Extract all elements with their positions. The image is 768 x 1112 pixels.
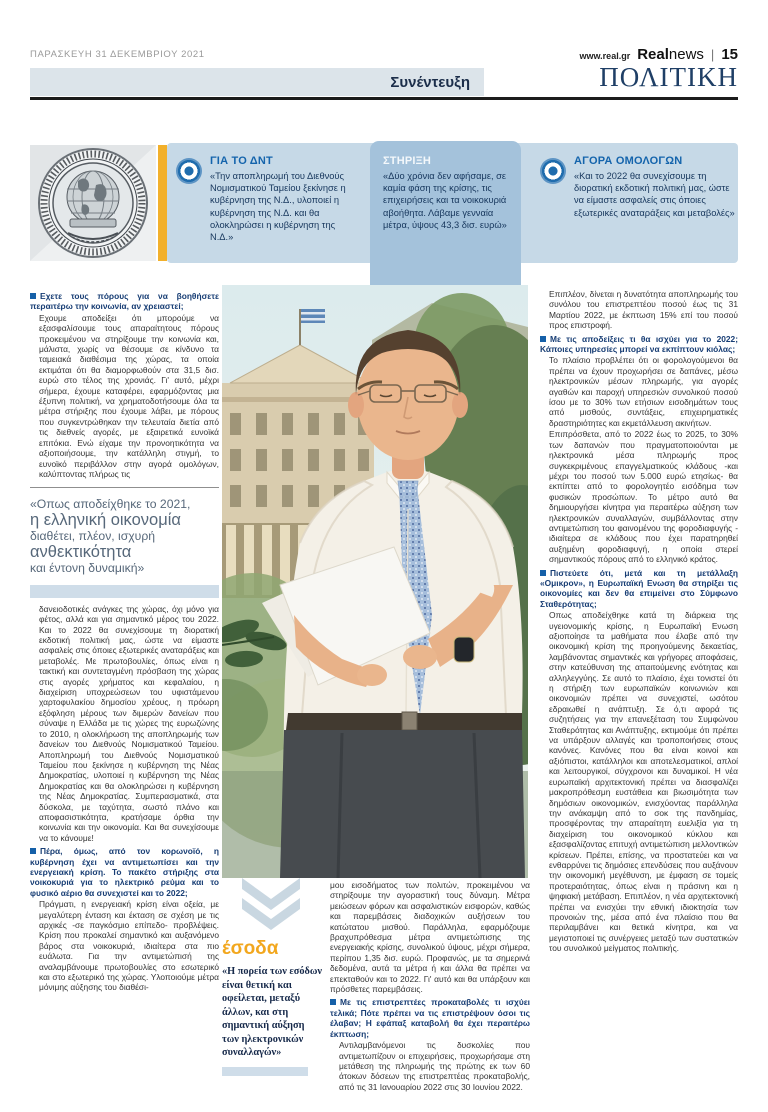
brand-logo bbox=[637, 46, 704, 63]
interview-question bbox=[540, 568, 738, 610]
interview-question bbox=[540, 334, 738, 355]
pull-quote bbox=[30, 487, 219, 598]
question-text: Με τις αποδείξεις τι θα ισχύει για το 2022; Κάποιες υπηρεσίες μπορεί να εκπίπτουν κιόλας; bbox=[540, 333, 738, 355]
interview-answer: Πράγματι, η ενεργειακή κρίση είναι οξεία, με μεγαλύτερη ένταση και έκταση σε σχέση με τις αρχικές -σε παγκόσμιο επίπεδο- προβλέψεις. Κρίση που προκαλεί σημαντικό και αυξανόμενο βάρος στα νοικοκυριά, ιδιαίτερα στα πιο ευάλωτα. Για την αντιμετώπισή της αναλαμβάνουμε πρωτοβουλίες στο εσωτερικό και στο εξωτερικό της χώρας. Υλοποιούμε μέτρα μόνιμης αύξησης του διαθέσι- bbox=[39, 899, 219, 993]
interview-answer: Οπως αποδείχθηκε κατά τη διάρκεια της υγειονομικής κρίσης, η Ευρωπαϊκή Ενωση αξιοποίησε τα μαθήματα που έλαβε από την οικονομική κρίση της προηγούμενης δεκαετίας, λαμβάνοντας σημαντικές και γρήγορες αποφάσεις, στην κατεύθυνση της απαιτούμενης ενότητας και αλληλεγγύης. Σε αυτό το πλαίσιο, έχει τονιστεί ότι η στήριξη των ευρωπαϊκών κοινωνιών και οικονομιών πρέπει να συνεχιστεί, ωσότου εδραιωθεί η ανάπτυξη. Σε ό,τι αφορά τις συζητήσεις για την επανεξέταση του Συμφώνου Σταθερότητας και Ανάπτυξης, εκτιμούμε ότι πρέπει να υπάρξουν αλλαγές και τροποποιήσεις στους κανόνες. Κανόνες που θα είναι κοινοί και αξιόπιστοι, κατάλληλοι και αποτελεσματικοί, απλοί και λειτουργικοί, σύγχρονοι και δυναμικοί. Η νέα ευρωπαϊκή αρχιτεκτονική πρέπει να διασφαλίζει μακροπρόθεσμη ευστάθεια και βιωσιμότητα των δημόσιων οικονομικών, ενισχύοντας παράλληλα την ανάκαμψη από το σοκ της πανδημίας, προσφέροντας την απαραίτητη ευελιξία για τη διαχείριση του οικονομικού κύκλου και εξασφαλίζοντας επιτυχή αντιμετώπιση μελλοντικών κρίσεων. Πρέπει, επίσης, να προστατεύει και να ενθαρρύνει τις δημόσιες επενδύσεις που αυξάνουν την οικονομική μεγέθυνση, με έμφαση σε τομείς προτεραιότητας, όπως είναι η πράσινη και η ψηφιακή μετάβαση. Επιπλέον, η νέα αρχιτεκτονική πρέπει να ενισχύει την εθνική ιδιοκτησία των προνοιών της, μέσα από ένα πλαίσιο που θα περιλαμβάνει και θετικά κίνητρα, και να μεγιστοποιεί τις συνέργειες μεταξύ των συστατικών του συνολικού μείγματος πολιτικής. bbox=[549, 610, 738, 954]
section-band bbox=[30, 68, 484, 96]
kicker-block bbox=[222, 878, 322, 1078]
imf-logo-photo bbox=[30, 145, 156, 261]
question-marker bbox=[540, 570, 546, 576]
masthead bbox=[580, 46, 738, 63]
interview-answer: μου εισοδήματος των πολιτών, προκειμένου να στηρίξουμε την αγοραστική τους δύναμη. Μέτρα μειώσεων φόρων και ασφαλιστικών εισφορών, καθώς και παρεμβάσεις διαδοχικών αυξήσεων του κατώτατου μισθού. Παράλληλα, εφαρμόζουμε βραχυπρόθεσμα μέτρα αντιμετώπισης της ενεργειακής κρίσης, συνολικού ύψους, μέχρι σήμερα, περίπου 1,35 δισ. ευρώ. Προφανώς, με τα σημερινά δεδομένα, αυτά τα μέτρα ή και άλλα θα πρέπει να επεκταθούν και το 2022. Γι' αυτό και θα υπάρξουν και πρόσθετες παρεμβάσεις. bbox=[330, 880, 530, 995]
pull-quote-line: διαθέτει, πλέον, ισχυρή bbox=[30, 529, 156, 544]
page-number: 15 bbox=[721, 46, 738, 63]
interview-answer: δανειοδοτικές ανάγκες της χώρας, όχι μόνο για φέτος, αλλά και για σημαντικό μέρος του 2022. Και το 2022 θα συνεχίσουμε τη διορατική εκδοτική πολιτική μας, ώστε να είμαστε ασφαλείς στις όποιες εξωτερικές αναταράξεις και μεταβολές. Με πρωτοβουλίες, όπως είναι η τακτική και συντεταγμένη πρόσβαση της χώρας στις αγορές χρήματος και κεφαλαίου, η διαχείριση υποχρεώσεων του υφιστάμενου χαρτοφυλακίου δημοσίου χρέους, η πρόωρη εξόφληση μέρους των διμερών δανείων που σύναψε η Ελλάδα με τις χώρες της ευρωζώνης το 2010, η ολοκλήρωση της αποπληρωμής των δανείων του Διεθνούς Νομισματικού Ταμείου. Αποπληρωμή του Διεθνούς Νομισματικού Ταμείου που ξεκίνησε η κυβέρνηση της Νέας Δημοκρατίας, υλοποιεί η κυβέρνηση της Νέας Δημοκρατίας και θα ολοκληρώσει η κυβέρνηση της Νέας Δημοκρατίας. Συμπερασματικά, στα δύσκολα, με ταχύτητα, σωστό πλάνο και αποφασιστικότητα, κρατήσαμε όρθια την κοινωνία και την οικονομία. Και θα συνεχίσουμε να το κάνουμε! bbox=[39, 603, 219, 843]
interview-question bbox=[30, 846, 219, 898]
question-marker bbox=[30, 848, 36, 854]
article-column-middle bbox=[330, 879, 530, 1109]
quote-divider-bar bbox=[222, 1067, 308, 1076]
masthead-divider: | bbox=[710, 47, 715, 62]
header-rule bbox=[30, 97, 738, 100]
yellow-accent-stripe bbox=[158, 145, 167, 261]
interview-answer: Επιπλέον, δίνεται η δυνατότητα αποπληρωμής του συνόλου του επιστρεπτέου ποσού έως τις 31 Μαρτίου 2022, με έκπτωση 15% επί του ποσού προς επιστροφή. bbox=[549, 289, 738, 331]
question-marker bbox=[540, 336, 546, 342]
question-marker bbox=[330, 999, 336, 1005]
interview-question bbox=[30, 291, 219, 312]
issue-date: ΠΑΡΑΣΚΕΥΗ 31 ΔΕΚΕΜΒΡΙΟΥ 2021 bbox=[30, 49, 205, 60]
question-text: Πέρα, όμως, από τον κορωνοϊό, η κυβέρνηση έχει να αντιμετωπίσει και την ενεργειακή κρίση. Το πακέτο στήριξης στα νοικοκυριά για το ηλεκτρικό ρεύμα και το φυσικό αέριο θα συνεχιστεί και το 2022; bbox=[30, 846, 219, 898]
question-text: Με τις επιστρεπτέες προκαταβολές τι ισχύει τελικά; Πότε πρέπει να τις επιστρέψουν όσοι τις έλαβαν; Η εφάπαξ καταβολή θα έχει περαιτέρω έκπτωση; bbox=[330, 997, 530, 1039]
kicker-quote: «Η πορεία των εσόδων είναι θετική και οφείλεται, μεταξύ άλλων, και στη σημαντική αύξηση των ηλεκτρονικών συναλλαγών» bbox=[222, 966, 322, 1058]
question-marker bbox=[30, 293, 36, 299]
section-title: ΠΟΛΙΤΙΚΗ bbox=[599, 62, 738, 92]
target-icon bbox=[540, 158, 566, 184]
pull-quote-line: η ελληνική οικονομία bbox=[30, 510, 181, 529]
article-column-left bbox=[30, 288, 219, 1078]
feature-box-title-bonds: ΑΓΟΡΑ ΟΜΟΛΟΓΩΝ bbox=[574, 155, 683, 167]
interview-answer: Εχουμε αποδείξει ότι μπορούμε να εξασφαλίσουμε τους απαραίτητους πόρους προκειμένου να στηρίξουμε την κοινωνία και, μάλιστα, χωρίς να θέσουμε σε κίνδυνο τα ταμειακά διαθέσιμα της χώρας, τα οποία εκτιμάται ότι θα διαμορφωθούν στα 31,5 δισ. ευρώ στο τέλος της χρονιάς. Γι' αυτό, μέχρι σήμερα, έχουμε καταφέρει, εφαρμόζοντας μια έξυπνη πολιτική, να χρηματοδοτήσουμε όλα τα μέτρα στήριξης που έχουμε λάβει, με πόρους που συγκεντρώθηκαν την τελευταία διετία από τις διεθνείς αγορές, με εξαιρετικά ευνοϊκά επιτόκια. Ενώ είχαμε την προνοητικότητα να αξιοποιήσουμε, την κατάλληλη στιγμή, το ευνοϊκό περιβάλλον στην αγορά ομολόγων, καλύπτοντας πλήρως τις bbox=[39, 312, 219, 479]
pull-quote-line: «Οπως αποδείχθηκε το 2021, bbox=[30, 497, 191, 512]
pull-quote-line: ανθεκτικότητα bbox=[30, 542, 132, 561]
minister-photo bbox=[222, 285, 528, 878]
section-label: Συνέντευξη bbox=[390, 73, 470, 91]
brand-light: news bbox=[668, 46, 704, 63]
brand-bold: Real bbox=[637, 46, 669, 63]
feature-box-text-support: «Δύο χρόνια δεν αφήσαμε, σε καμία φάση της κρίσης, τις επιχειρήσεις και τα νοικοκυριά αβοήθητα. Λάβαμε γενναία μέτρα, ύψους 43,3 δισ. ευρώ» bbox=[383, 171, 507, 230]
feature-box-text-imf: «Την αποπληρωμή του Διεθνούς Νομισματικού Ταμείου ξεκίνησε η κυβέρνηση της Ν.Δ., υλοποιεί η κυβέρνηση της Ν.Δ. και θα ολοκληρώσει η κυβέρνηση της Ν.Δ.» bbox=[210, 171, 346, 243]
quote-divider-bar bbox=[30, 585, 219, 598]
article-column-right bbox=[540, 288, 738, 1078]
kicker-title: έσοδα bbox=[222, 938, 279, 959]
feature-box-title-imf: ΓΙΑ ΤΟ ΔΝΤ bbox=[210, 155, 273, 167]
photo-illustration bbox=[222, 285, 528, 878]
interview-answer: Το πλαίσιο προβλέπει ότι οι φορολογούμενοι θα πρέπει να έχουν προχωρήσει σε δαπάνες, μέσω ηλεκτρονικών μέσων πληρωμής, για αγορές αγαθών και παροχή υπηρεσιών συνολικού ποσού ίσου με το 30% των ετήσιων εισοδημάτων τους από μισθούς, συντάξεις, επιχειρηματικές δραστηριότητες και εκμετάλλευση ακινήτων. bbox=[549, 355, 738, 428]
interview-question bbox=[330, 997, 530, 1039]
question-text: Πιστεύετε ότι, μετά και τη μετάλλαξη «Ομικρον», η Ευρωπαϊκή Ενωση θα στηρίξει τις οικονομίες και δεν θα επιμείνει στο Σύμφωνο Σταθερότητας; bbox=[540, 567, 738, 609]
imf-seal-icon bbox=[30, 145, 156, 261]
feature-box-title-support: ΣΤΗΡΙΞΗ bbox=[383, 155, 432, 167]
website-url: www.real.gr bbox=[579, 51, 631, 61]
feature-box-text-bonds: «Και το 2022 θα συνεχίσουμε τη διορατική εκδοτική πολιτική μας, ώστε να είμαστε ασφαλείς στις όποιες εξωτερικές αναταράξεις και μεταβολές» bbox=[574, 171, 735, 218]
interview-answer: Επιπρόσθετα, από το 2022 έως το 2025, το 30% των δαπανών που πραγματοποιούνται με ηλεκτρονικά μέσα πληρωμής προς συγκεκριμένους επαγγελματικούς κλάδους -και μέχρι του ποσού των 5.000 ευρώ ετησίως- θα εκπίπτει από το φορολογητέο εισόδημα των φυσικών προσώπων. Το μέτρο αυτό θα δημιουργήσει κίνητρα για περαιτέρω αύξηση των ηλεκτρονικών συναλλαγών, συμβάλλοντας στην αντιμετώπιση του φαινομένου της φοροδιαφυγής - ιδιαίτερα σε κλάδους που έχει παρατηρηθεί αυξημένη φοροδιαφυγή, η οποία στερεί σημαντικούς πόρους από το ελληνικό κράτος. bbox=[549, 429, 738, 565]
chevron-down-icons bbox=[242, 878, 322, 930]
pull-quote-line: και έντονη δυναμική» bbox=[30, 561, 145, 576]
interview-answer: Αντιλαμβανόμενοι τις δυσκολίες που αντιμετωπίζουν οι επιχειρήσεις, προχωρήσαμε στη μετάθεση της πληρωμής της πρώτης εκ των 60 άτοκων δόσεων της επιστρεπτέας προκαταβολής, από τις 31 Ιανουαρίου 2022 στις 30 Ιουνίου 2022. bbox=[339, 1040, 530, 1092]
question-text: Εχετε τους πόρους για να βοηθήσετε περαιτέρω την κοινωνία, αν χρειαστεί; bbox=[30, 291, 219, 312]
target-icon bbox=[176, 158, 202, 184]
